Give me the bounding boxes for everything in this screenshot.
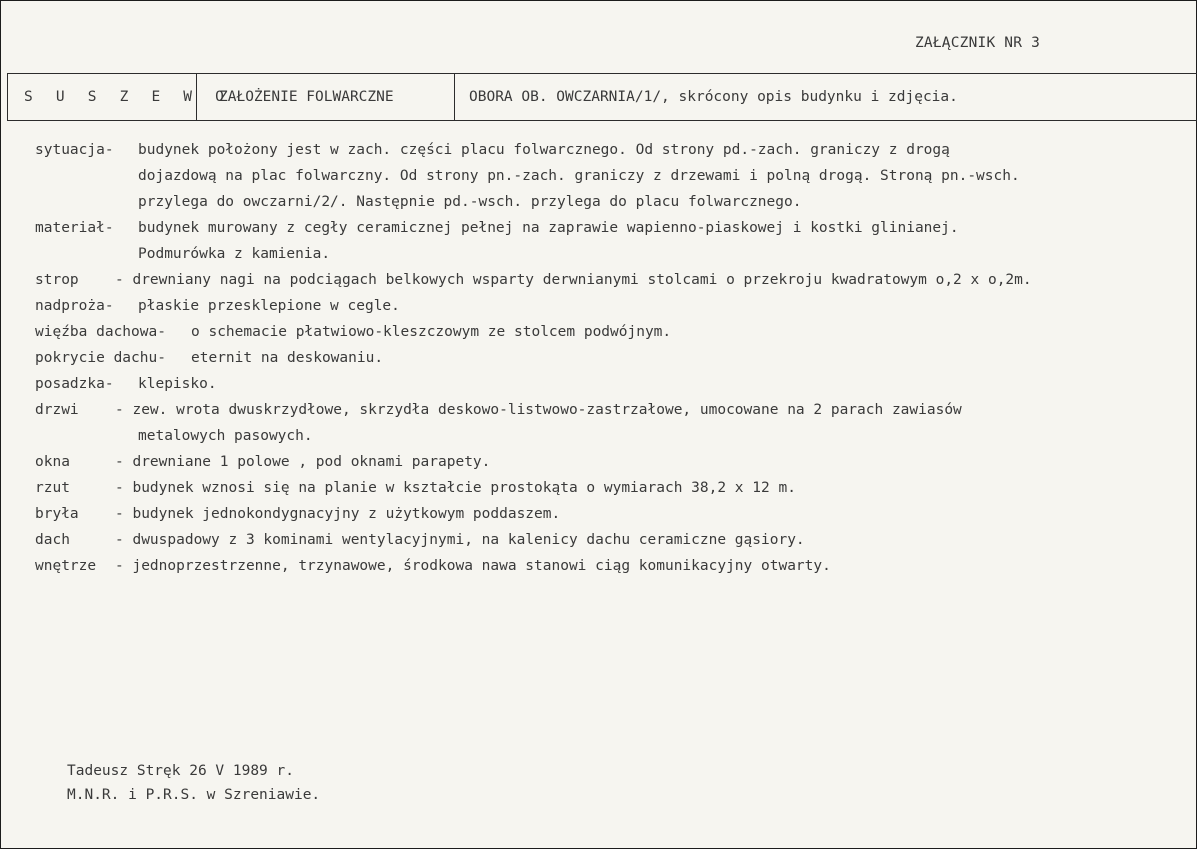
entry-row: [35, 293, 1195, 319]
entry-label: rzut: [35, 480, 70, 496]
entry-label: bryła: [35, 506, 79, 522]
entry-label: sytuacja-: [35, 142, 114, 158]
entry-label: okna: [35, 454, 70, 470]
entry-text: - jednoprzestrzenne, trzynawowe, środkowa nawa stanowi ciąg komunikacyjny otwarty.: [115, 558, 831, 574]
entry-text: eternit na deskowaniu.: [191, 350, 384, 366]
entry-row: [35, 241, 1195, 267]
entry-row: [35, 423, 1195, 449]
signature-block: [67, 759, 320, 807]
entry-text: - budynek jednokondygnacyjny z użytkowym poddaszem.: [115, 506, 561, 522]
complex-name: ZAŁOŻENIE FOLWARCZNE: [196, 74, 454, 120]
entry-text: - dwuspadowy z 3 kominami wentylacyjnymi, na kalenicy dachu ceramiczne gąsiory.: [115, 532, 805, 548]
annex-number: ZAŁĄCZNIK NR 3: [915, 35, 1041, 51]
object-description: OBORA OB. OWCZARNIA/1/, skrócony opis budynku i zdjęcia.: [454, 74, 1197, 120]
entry-label: drzwi: [35, 402, 79, 418]
entry-text: budynek położony jest w zach. części placu folwarcznego. Od strony pd.-zach. graniczy z drogą: [138, 142, 950, 158]
entry-row: [35, 137, 1195, 163]
entry-text: - zew. wrota dwuskrzydłowe, skrzydła deskowo-listwowo-zastrzałowe, umocowane na 2 parach zawiasów: [115, 402, 962, 418]
entry-label: pokrycie dachu-: [35, 350, 166, 366]
entry-text: - budynek wznosi się na planie w kształcie prostokąta o wymiarach 38,2 x 12 m.: [115, 480, 796, 496]
entry-text: - drewniany nagi na podciągach belkowych wsparty derwnianymi stolcami o przekroju kwadratowym o,2 x o,2m.: [115, 272, 1032, 288]
entry-text: - drewniane 1 polowe , pod oknami parapety.: [115, 454, 491, 470]
entry-row: [35, 553, 1195, 579]
entry-row: [35, 475, 1195, 501]
entry-label: strop: [35, 272, 79, 288]
description-body: [35, 137, 1195, 579]
author-line: Tadeusz Stręk 26 V 1989 r.: [67, 763, 294, 779]
header-table: [7, 73, 1197, 121]
entry-text: o schemacie płatwiowo-kleszczowym ze stolcem podwójnym.: [191, 324, 672, 340]
entry-row: [35, 371, 1195, 397]
entry-label: posadzka-: [35, 376, 114, 392]
entry-text: budynek murowany z cegły ceramicznej pełnej na zaprawie wapienno-piaskowej i kostki glinianej.: [138, 220, 959, 236]
entry-label: więźba dachowa-: [35, 324, 166, 340]
entry-row: [35, 189, 1195, 215]
entry-row: [35, 215, 1195, 241]
entry-label: nadproża-: [35, 298, 114, 314]
entry-row: [35, 163, 1195, 189]
entry-label: dach: [35, 532, 70, 548]
entry-label: materiał-: [35, 220, 114, 236]
entry-row: [35, 267, 1195, 293]
entry-row: [35, 449, 1195, 475]
entry-row: [35, 397, 1195, 423]
institution-line: M.N.R. i P.R.S. w Szreniawie.: [67, 787, 321, 803]
entry-row: [35, 345, 1195, 371]
entry-row: [35, 527, 1195, 553]
village-name: S U S Z E W O: [24, 89, 232, 105]
entry-row: [35, 319, 1195, 345]
entry-row: [35, 501, 1195, 527]
entry-label: wnętrze: [35, 558, 97, 574]
entry-text: przylega do owczarni/2/. Następnie pd.-wsch. przylega do placu folwarcznego.: [138, 194, 802, 210]
entry-text: dojazdową na plac folwarczny. Od strony pn.-zach. graniczy z drzewami i polną drogą. Stroną pn.-wsch.: [138, 168, 1020, 184]
entry-text: metalowych pasowych.: [138, 428, 313, 444]
entry-text: płaskie przesklepione w cegle.: [138, 298, 400, 314]
entry-text: klepisko.: [138, 376, 217, 392]
entry-text: Podmurówka z kamienia.: [138, 246, 331, 262]
